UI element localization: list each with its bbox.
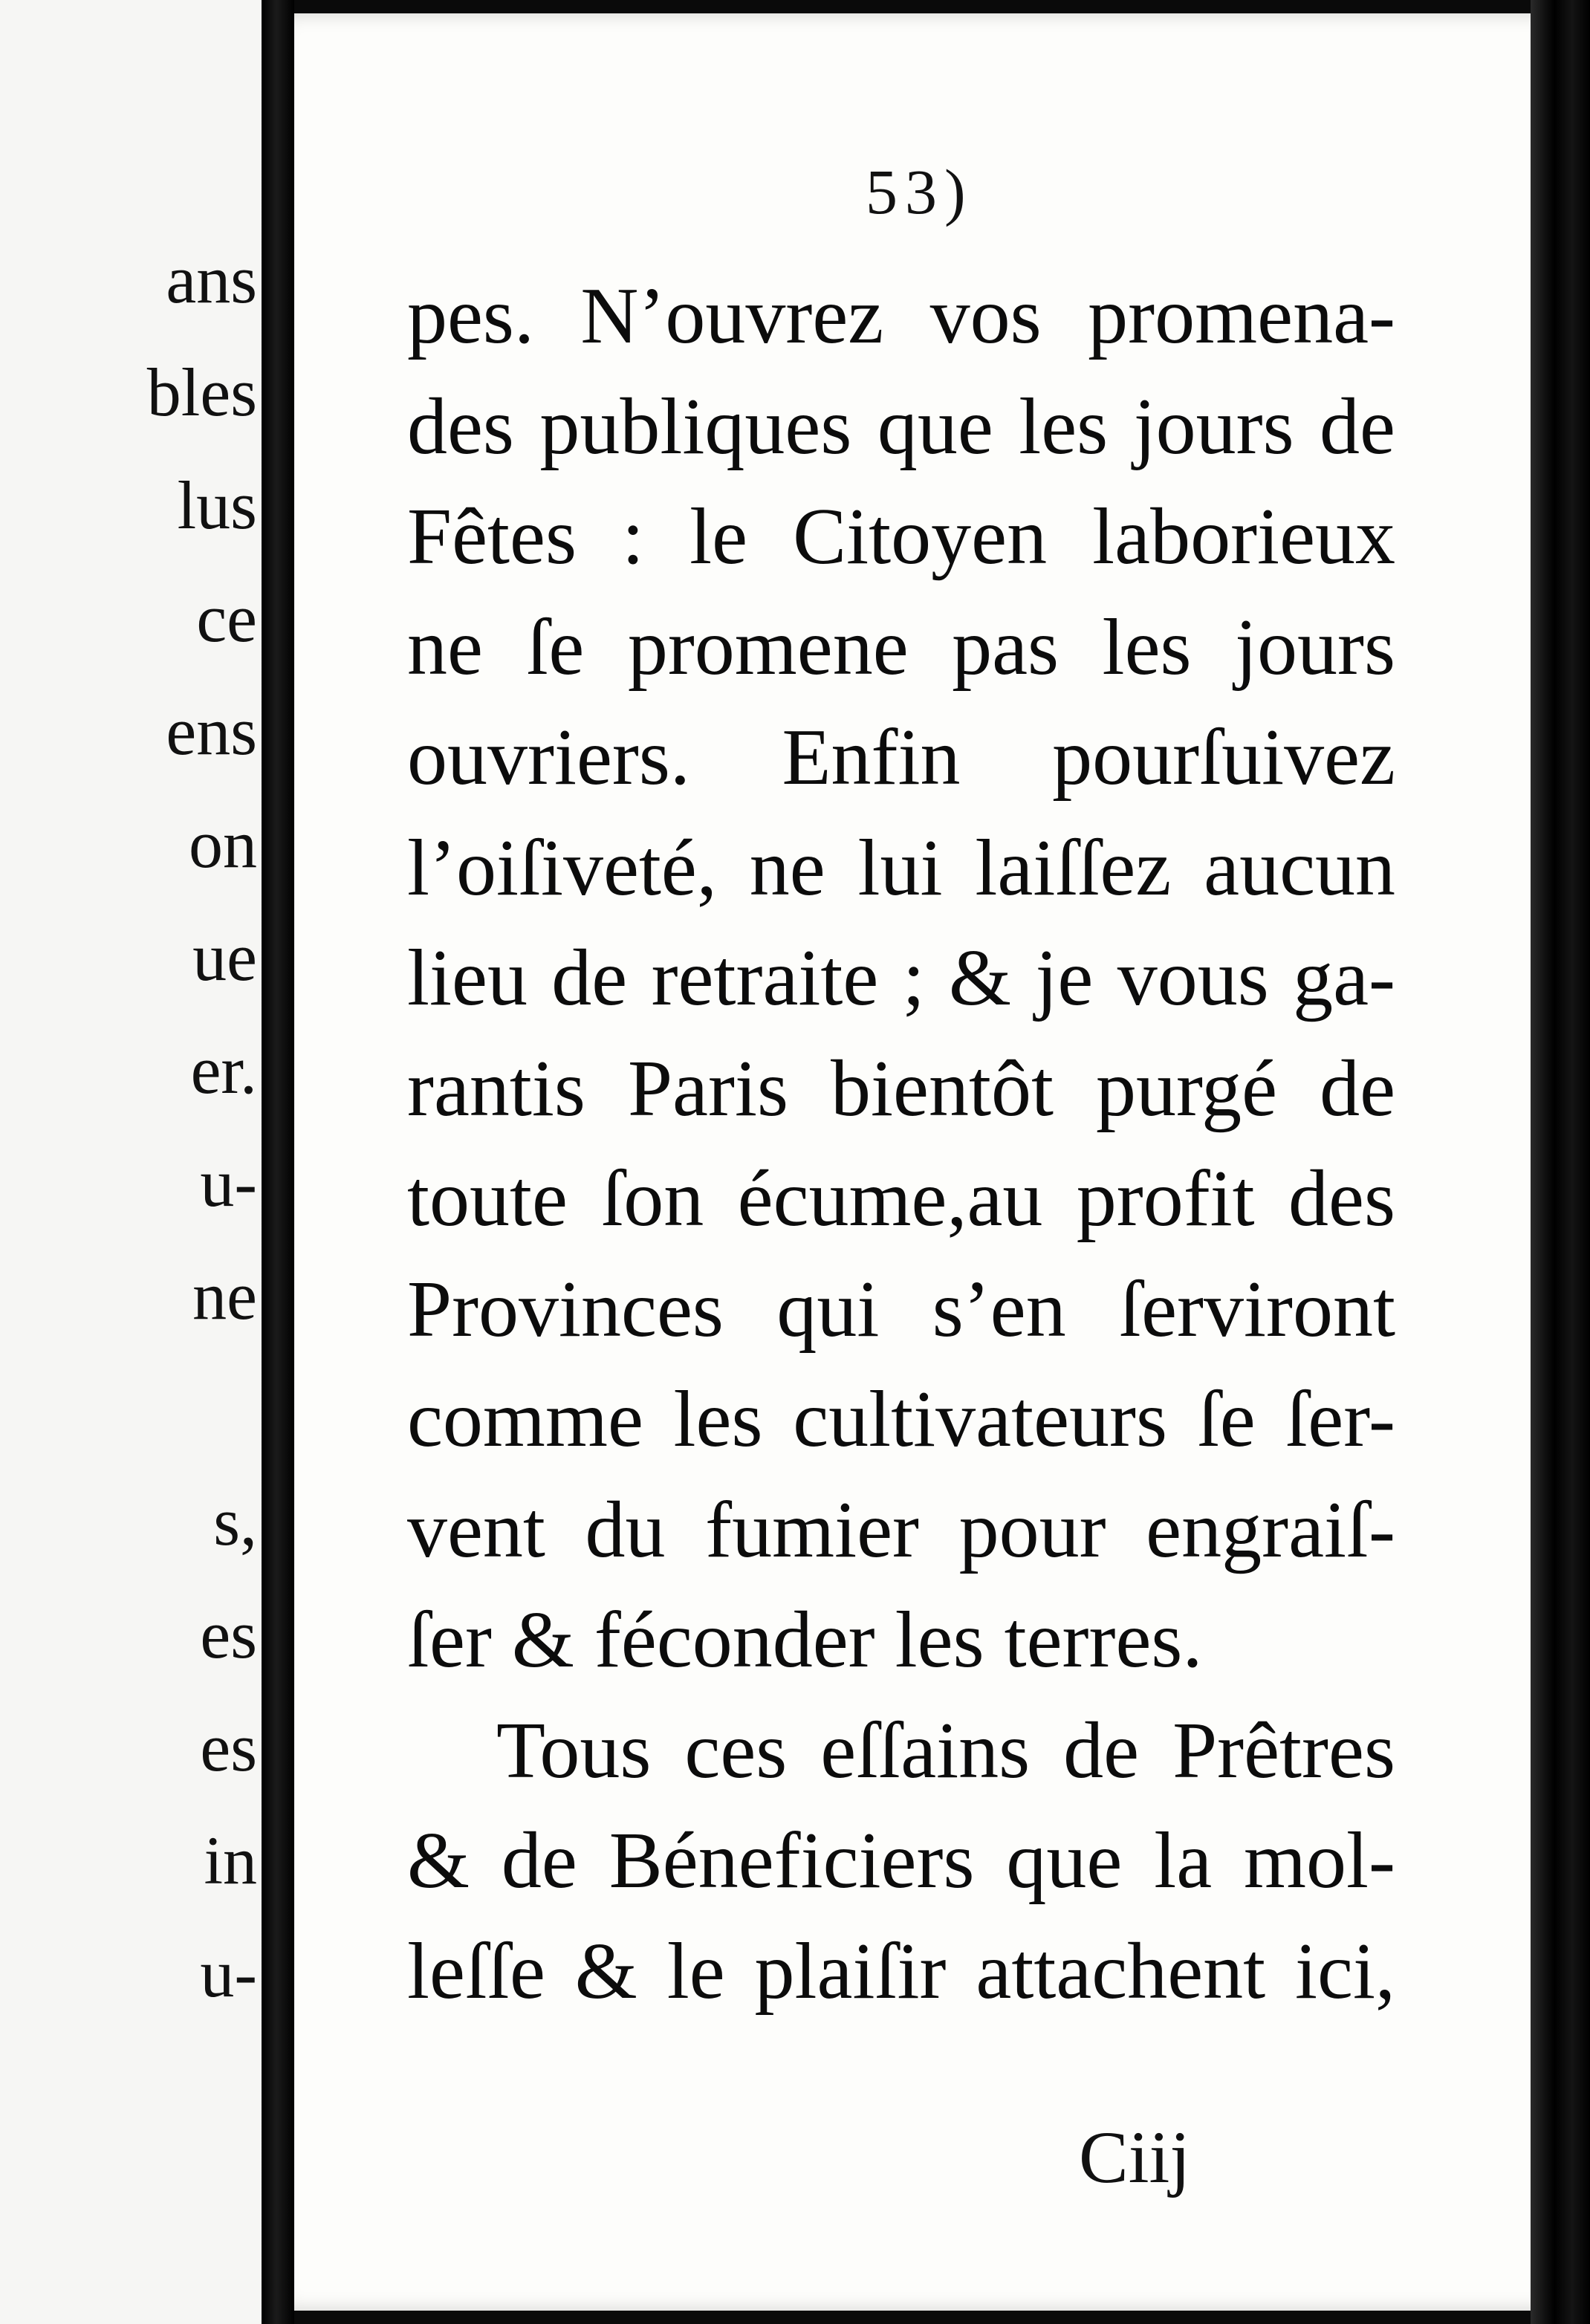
text-line: & de Béneficiers que la mol-: [407, 1817, 1395, 1905]
previous-page-text-fragments: [147, 223, 257, 2030]
page-edge-shadow: [1531, 0, 1590, 2324]
fragment-line: ce: [196, 580, 257, 656]
paragraph-end-line: ſer & féconder les terres.: [407, 1596, 1203, 1684]
text-line: lieu de retraite ; & je vous ga-: [407, 934, 1395, 1022]
text-line: ouvriers. Enfin pourſuivez: [407, 713, 1395, 802]
fragment-line: ens: [166, 693, 257, 769]
previous-page-edge: [0, 0, 262, 2324]
fragment-line: in: [204, 1822, 257, 1898]
fragment-line: on: [189, 806, 257, 882]
fragment-line: u-: [200, 1935, 257, 2011]
text-line: Provinces qui s’en ſerviront: [407, 1265, 1395, 1354]
fragment-line: bles: [146, 354, 257, 430]
text-line: rantis Paris bientôt purgé de: [407, 1044, 1395, 1133]
text-line: toute ſon écume,au profit des: [407, 1155, 1395, 1243]
fragment-line: ans: [166, 241, 257, 317]
fragment-line: u-: [200, 1145, 257, 1221]
fragment-line: es: [200, 1710, 257, 1785]
text-line: l’oiſiveté, ne lui laiſſez aucun: [407, 823, 1395, 912]
page-body-text: [407, 262, 1395, 2027]
text-line: vent du fumier pour engraiſ-: [407, 1485, 1395, 1574]
fragment-line: ue: [192, 919, 257, 995]
signature-mark: Ciij: [1079, 2116, 1191, 2198]
page-number: 53): [866, 156, 973, 227]
fragment-line: s,: [213, 1484, 257, 1559]
text-line: Fêtes : le Citoyen laborieux: [407, 493, 1395, 581]
fragment-line: es: [200, 1597, 257, 1672]
fragment-line: ne: [192, 1258, 257, 1334]
text-line: leſſe & le plaiſir attachent ici,: [407, 1927, 1395, 2016]
fragment-line: lus: [177, 467, 257, 543]
text-line: comme les cultivateurs ſe ſer-: [407, 1375, 1395, 1464]
text-line: ne ſe promene pas les jours: [407, 603, 1395, 692]
fragment-line: er.: [190, 1032, 257, 1108]
text-line: des publiques que les jours de: [407, 382, 1395, 471]
text-line: pes. N’ouvrez vos promena-: [407, 272, 1395, 360]
book-gutter: [262, 0, 294, 2324]
paragraph-start-line: Tous ces eſſains de Prêtres: [496, 1706, 1395, 1795]
fragment-gap: [147, 1352, 257, 1465]
